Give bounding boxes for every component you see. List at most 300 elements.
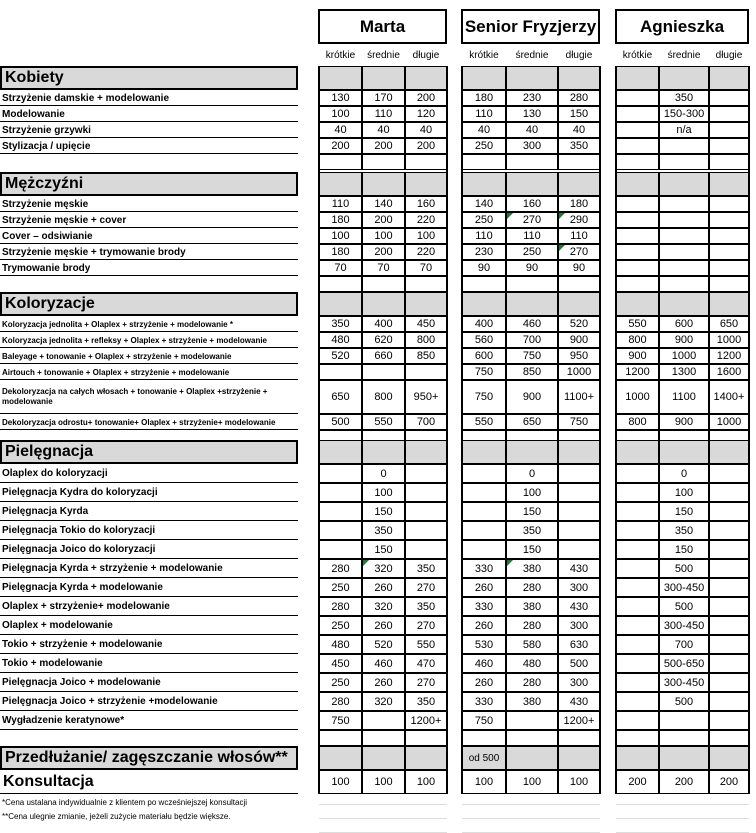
empty-cell: [319, 154, 362, 170]
price-cell: 900: [659, 332, 709, 348]
price-cell: 250: [462, 138, 506, 154]
section-cell: [319, 172, 362, 196]
price-cell: 0: [506, 464, 558, 483]
price-cell: 100: [405, 770, 447, 794]
grid-line: [461, 292, 601, 293]
price-cell: 150: [659, 540, 709, 559]
grid-line: [318, 746, 448, 747]
empty-cell: [616, 154, 659, 170]
price-cell: 260: [462, 578, 506, 597]
price-cell: 520: [558, 316, 600, 332]
grid-line: [318, 440, 448, 441]
price-cell: [709, 122, 749, 138]
price-cell: 350: [506, 521, 558, 540]
price-cell: 120: [405, 106, 447, 122]
price-cell: 950+: [405, 380, 447, 414]
section-cell: [659, 440, 709, 464]
price-cell: 1200: [616, 364, 659, 380]
section-cell: [558, 440, 600, 464]
empty-cell: [506, 154, 558, 170]
price-cell: [709, 244, 749, 260]
grid-line: [362, 804, 405, 805]
section-cell: [405, 746, 447, 770]
grid-line: [615, 66, 750, 67]
price-cell: [616, 196, 659, 212]
price-cell: 300: [506, 138, 558, 154]
service-label: Strzyżenie grzywki: [2, 124, 91, 136]
footnote: *Cena ustalana indywidualnie z klientem po wcześniejszej konsultacji: [2, 798, 248, 807]
price-cell: 480: [319, 332, 362, 348]
section-cell: [709, 440, 749, 464]
price-cell: 150: [506, 502, 558, 521]
price-cell: 40: [462, 122, 506, 138]
price-cell: [462, 464, 506, 483]
price-cell: 1000: [709, 414, 749, 430]
price-cell: 430: [558, 692, 600, 711]
grid-line: [0, 793, 298, 794]
price-cell: 350: [558, 138, 600, 154]
service-label: Olaplex + strzyżenie+ modelowanie: [2, 601, 170, 612]
price-cell: 1200: [709, 348, 749, 364]
section-cell: od 500: [462, 746, 506, 770]
price-cell: 260: [462, 673, 506, 692]
price-cell: [659, 244, 709, 260]
price-cell: 550: [616, 316, 659, 332]
stylist-name: Marta: [318, 9, 447, 44]
price-cell: 100: [319, 106, 362, 122]
service-label: Strzyżenie męskie: [2, 198, 89, 210]
price-cell: 220: [405, 212, 447, 228]
price-cell: 170: [362, 90, 405, 106]
price-cell: [709, 692, 749, 711]
service-label: Cover – odsiwianie: [2, 230, 93, 242]
price-cell: 40: [319, 122, 362, 138]
comment-marker-icon: [507, 213, 513, 219]
price-cell: [462, 483, 506, 502]
service-label: Strzyżenie męskie + trymowanie brody: [2, 246, 186, 258]
price-cell: [709, 673, 749, 692]
length-header: średnie: [667, 49, 701, 61]
grid-line: [558, 804, 600, 805]
price-cell: 270: [558, 244, 600, 260]
section-cell: [558, 66, 600, 90]
price-cell: 450: [405, 316, 447, 332]
price-cell: 130: [506, 106, 558, 122]
price-cell: 1200+: [405, 711, 447, 730]
footnote: **Cena ulegnie zmianie, jeżeli zużycie materiału będzie większe.: [2, 812, 231, 821]
price-cell: 200: [709, 770, 749, 794]
service-label: Strzyżenie damskie + modelowanie: [2, 92, 170, 104]
price-cell: [319, 540, 362, 559]
price-cell: 180: [558, 196, 600, 212]
comment-marker-icon: [559, 213, 565, 219]
price-cell: [462, 502, 506, 521]
price-cell: [709, 196, 749, 212]
price-cell: [616, 212, 659, 228]
price-cell: 260: [462, 616, 506, 635]
price-cell: [709, 635, 749, 654]
price-cell: 430: [558, 559, 600, 578]
price-cell: 1000: [659, 348, 709, 364]
section-cell: [319, 746, 362, 770]
price-cell: 800: [405, 332, 447, 348]
price-cell: 100: [506, 770, 558, 794]
section-header: Pielęgnacja: [0, 440, 298, 464]
price-cell: [558, 502, 600, 521]
price-cell: 110: [462, 106, 506, 122]
grid-line: [506, 818, 558, 819]
service-label: Airtouch + tonowanie + Olaplex + strzyżenie + modelowanie: [2, 367, 230, 377]
price-cell: 320: [362, 559, 405, 578]
empty-cell: [405, 276, 447, 292]
price-cell: 460: [362, 654, 405, 673]
price-cell: 270: [405, 578, 447, 597]
price-cell: [659, 228, 709, 244]
price-cell: [319, 502, 362, 521]
comment-marker-icon: [363, 560, 369, 566]
price-cell: 200: [659, 770, 709, 794]
length-header: długie: [715, 49, 743, 61]
price-cell: 40: [362, 122, 405, 138]
price-cell: 230: [506, 90, 558, 106]
price-cell: 280: [319, 559, 362, 578]
price-cell: [709, 559, 749, 578]
length-header: krótkie: [325, 49, 356, 61]
grid-line: [659, 818, 709, 819]
price-cell: 460: [506, 316, 558, 332]
section-cell: [462, 440, 506, 464]
length-header: średnie: [367, 49, 400, 61]
section-header: Przedłużanie/ zagęszczanie włosów**: [0, 746, 298, 770]
price-cell: 280: [506, 578, 558, 597]
price-cell: [709, 464, 749, 483]
service-label: Koloryzacja jednolita + refleksy + Olaplex + strzyżenie + modelowanie: [2, 335, 267, 345]
price-cell: 100: [362, 228, 405, 244]
length-header: krótkie: [622, 49, 653, 61]
price-cell: [616, 464, 659, 483]
price-cell: 800: [616, 332, 659, 348]
price-cell: 40: [506, 122, 558, 138]
comment-marker-icon: [507, 560, 513, 566]
section-cell: [616, 66, 659, 90]
price-cell: 750: [462, 380, 506, 414]
service-label: Tokio + strzyżenie + modelowanie: [2, 639, 163, 650]
grid-line: [462, 804, 506, 805]
price-cell: 40: [405, 122, 447, 138]
price-cell: [616, 616, 659, 635]
stylist-name: Agnieszka: [615, 9, 749, 44]
price-cell: 650: [709, 316, 749, 332]
section-cell: [709, 746, 749, 770]
price-cell: [616, 138, 659, 154]
price-cell: 1600: [709, 364, 749, 380]
service-label: Olaplex do koloryzacji: [2, 468, 108, 479]
price-cell: 750: [558, 414, 600, 430]
price-cell: [558, 464, 600, 483]
price-cell: 250: [319, 673, 362, 692]
price-cell: 90: [506, 260, 558, 276]
service-label: Pielęgnacja Kyrda + modelowanie: [2, 582, 163, 593]
price-cell: [616, 122, 659, 138]
price-cell: 260: [362, 578, 405, 597]
price-cell: 150: [558, 106, 600, 122]
price-cell: [709, 654, 749, 673]
price-cell: 180: [319, 212, 362, 228]
price-cell: [616, 244, 659, 260]
service-label: Dekoloryzacja odrostu+ tonowanie+ Olaplex + strzyżenie+ modelowanie: [2, 417, 276, 427]
section-cell: [362, 292, 405, 316]
grid-line: [659, 804, 709, 805]
section-cell: [616, 292, 659, 316]
section-cell: [462, 292, 506, 316]
price-cell: [616, 578, 659, 597]
price-cell: 90: [558, 260, 600, 276]
price-cell: 480: [319, 635, 362, 654]
price-cell: 300-450: [659, 673, 709, 692]
section-cell: [319, 440, 362, 464]
section-cell: [506, 172, 558, 196]
price-cell: [319, 483, 362, 502]
price-cell: [319, 464, 362, 483]
price-cell: 750: [462, 711, 506, 730]
grid-line: [318, 66, 320, 794]
price-cell: 150-300: [659, 106, 709, 122]
price-cell: 530: [462, 635, 506, 654]
price-cell: 630: [558, 635, 600, 654]
price-cell: 140: [362, 196, 405, 212]
price-cell: 260: [362, 673, 405, 692]
price-cell: 900: [558, 332, 600, 348]
price-cell: 110: [362, 106, 405, 122]
price-cell: 100: [506, 483, 558, 502]
service-label: Pielęgnacja Tokio do koloryzacji: [2, 525, 156, 536]
section-cell: [558, 746, 600, 770]
price-cell: 270: [405, 673, 447, 692]
price-cell: 1000: [616, 380, 659, 414]
service-label: Olaplex + modelowanie: [2, 620, 113, 631]
price-cell: 900: [506, 380, 558, 414]
price-cell: 280: [506, 673, 558, 692]
price-cell: 500: [659, 597, 709, 616]
service-label: Trymowanie brody: [2, 262, 91, 274]
price-cell: [659, 212, 709, 228]
grid-line: [506, 804, 558, 805]
price-cell: 330: [462, 597, 506, 616]
grid-line: [709, 818, 749, 819]
price-cell: [616, 711, 659, 730]
price-cell: 300-450: [659, 578, 709, 597]
price-cell: 130: [319, 90, 362, 106]
price-cell: 0: [659, 464, 709, 483]
grid-line: [615, 172, 750, 173]
empty-cell: [462, 154, 506, 170]
price-cell: 350: [405, 597, 447, 616]
section-cell: [709, 66, 749, 90]
empty-cell: [709, 154, 749, 170]
grid-line: [405, 804, 447, 805]
empty-cell: [558, 154, 600, 170]
price-cell: 600: [659, 316, 709, 332]
grid-line: [558, 818, 600, 819]
section-cell: [558, 172, 600, 196]
price-cell: [616, 90, 659, 106]
service-label: Pielęgnacja Kyrda: [2, 506, 89, 517]
length-header: długie: [412, 49, 440, 61]
empty-cell: [506, 276, 558, 292]
grid-line: [748, 66, 750, 794]
section-cell: [506, 440, 558, 464]
price-cell: 320: [362, 597, 405, 616]
price-cell: 250: [462, 212, 506, 228]
price-cell: [616, 692, 659, 711]
section-header: Koloryzacje: [0, 292, 298, 316]
section-cell: [362, 440, 405, 464]
price-cell: 300: [558, 673, 600, 692]
grid-line: [0, 275, 298, 276]
price-cell: 320: [362, 692, 405, 711]
grid-line: [0, 153, 298, 154]
price-cell: [362, 364, 405, 380]
price-cell: 100: [405, 228, 447, 244]
price-cell: [709, 228, 749, 244]
price-cell: [319, 364, 362, 380]
empty-cell: [506, 730, 558, 746]
price-cell: [709, 578, 749, 597]
price-cell: 280: [558, 90, 600, 106]
price-cell: [616, 635, 659, 654]
price-cell: [362, 711, 405, 730]
service-label: Strzyżenie męskie + cover: [2, 214, 127, 226]
price-cell: [709, 502, 749, 521]
price-cell: 290: [558, 212, 600, 228]
price-cell: 270: [506, 212, 558, 228]
price-cell: 750: [319, 711, 362, 730]
price-cell: 200: [362, 212, 405, 228]
price-cell: [709, 90, 749, 106]
grid-line: [318, 66, 448, 67]
empty-cell: [462, 730, 506, 746]
price-cell: 230: [462, 244, 506, 260]
empty-cell: [362, 730, 405, 746]
price-cell: [462, 521, 506, 540]
grid-line: [616, 804, 659, 805]
grid-line: [615, 746, 750, 747]
grid-line: [615, 440, 750, 441]
section-cell: [462, 66, 506, 90]
price-cell: [659, 711, 709, 730]
price-cell: 400: [362, 316, 405, 332]
price-cell: 150: [362, 502, 405, 521]
price-cell: 300: [558, 616, 600, 635]
price-cell: 100: [319, 228, 362, 244]
service-label: Pielęgnacja Kyrda + strzyżenie + modelowanie: [2, 563, 223, 574]
price-cell: 650: [319, 380, 362, 414]
empty-cell: [362, 276, 405, 292]
price-cell: 350: [405, 692, 447, 711]
price-cell: 100: [558, 770, 600, 794]
price-cell: 140: [462, 196, 506, 212]
price-cell: 100: [362, 483, 405, 502]
price-cell: 330: [462, 559, 506, 578]
grid-line: [362, 818, 405, 819]
price-cell: 700: [405, 414, 447, 430]
service-label: Wygładzenie keratynowe*: [2, 715, 125, 726]
price-cell: [709, 260, 749, 276]
price-cell: [616, 502, 659, 521]
price-cell: 1200+: [558, 711, 600, 730]
price-cell: 450: [319, 654, 362, 673]
price-cell: 250: [506, 244, 558, 260]
price-cell: 950: [558, 348, 600, 364]
price-cell: 1100: [659, 380, 709, 414]
price-cell: 750: [462, 364, 506, 380]
service-label: Tokio + modelowanie: [2, 658, 103, 669]
price-cell: 250: [319, 616, 362, 635]
service-label: Pielęgnacja Kydra do koloryzacji: [2, 487, 158, 498]
price-cell: 200: [362, 244, 405, 260]
price-cell: 500: [659, 559, 709, 578]
price-cell: [659, 138, 709, 154]
section-cell: [319, 66, 362, 90]
length-header: średnie: [515, 49, 549, 61]
price-cell: 900: [616, 348, 659, 364]
price-cell: 550: [362, 414, 405, 430]
price-cell: 520: [362, 635, 405, 654]
empty-cell: [558, 276, 600, 292]
price-cell: 270: [405, 616, 447, 635]
price-cell: [659, 196, 709, 212]
grid-line: [461, 440, 601, 441]
price-cell: 200: [362, 138, 405, 154]
price-cell: 100: [462, 770, 506, 794]
price-cell: 200: [319, 138, 362, 154]
service-label: Pielęgnacja Joico + modelowanie: [2, 677, 161, 688]
price-cell: [462, 540, 506, 559]
section-header: Mężczyźni: [0, 172, 298, 196]
section-cell: [659, 66, 709, 90]
price-cell: [709, 106, 749, 122]
empty-cell: [319, 730, 362, 746]
grid-line: [709, 804, 749, 805]
section-cell: [506, 746, 558, 770]
price-cell: 500: [659, 692, 709, 711]
section-cell: [616, 440, 659, 464]
price-cell: 280: [319, 597, 362, 616]
price-cell: 900: [659, 414, 709, 430]
service-label: Baleyage + tonowanie + Olaplex + strzyżenie + modelowanie: [2, 351, 232, 361]
price-cell: [558, 483, 600, 502]
price-cell: [405, 502, 447, 521]
price-cell: [506, 711, 558, 730]
length-header: długie: [565, 49, 593, 61]
price-cell: [709, 483, 749, 502]
price-cell: 350: [405, 559, 447, 578]
empty-cell: [462, 276, 506, 292]
price-cell: 70: [362, 260, 405, 276]
price-cell: 620: [362, 332, 405, 348]
grid-line: [616, 818, 659, 819]
price-cell: 460: [462, 654, 506, 673]
section-cell: [659, 292, 709, 316]
section-cell: [659, 172, 709, 196]
section-cell: [462, 172, 506, 196]
price-cell: 100: [319, 770, 362, 794]
price-cell: 470: [405, 654, 447, 673]
price-cell: 550: [405, 635, 447, 654]
grid-line: [615, 292, 750, 293]
price-cell: 260: [362, 616, 405, 635]
empty-cell: [405, 730, 447, 746]
